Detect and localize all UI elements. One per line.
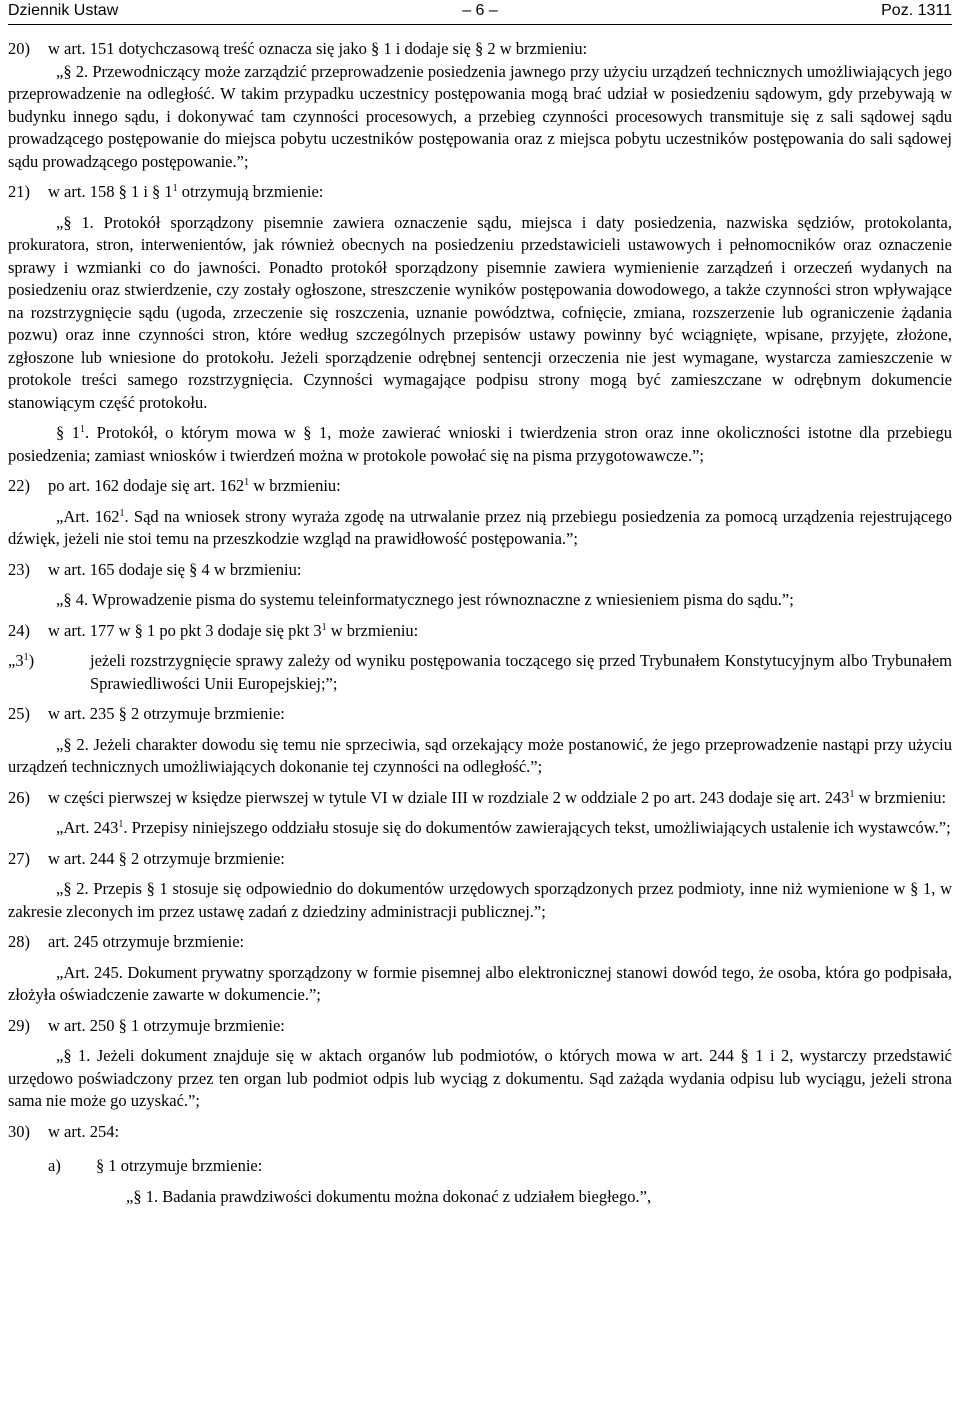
item-number: 20) xyxy=(8,39,30,58)
page-header xyxy=(8,0,952,25)
item-intro: po art. 162 dodaje się art. $162^1$ w brzmieniu: xyxy=(48,476,341,495)
amendment-item-27 xyxy=(8,848,952,924)
sub-item-quote: „§ 1. Badania prawdziwości dokumentu można dokonać z udziałem biegłego.”, xyxy=(126,1186,652,1206)
item-number: 28) xyxy=(8,932,30,951)
item-quote: „§ 2. Jeżeli charakter dowodu się temu nie sprzeciwia, sąd orzekający może postanowić, że jego przeprowadzenie nastąpi przy użyciu urządzeń technicznych umożliwiających dokonanie tej czynności na odległość.”; xyxy=(8,734,952,776)
item-quote: „Art. 245. Dokument prywatny sporządzony w formie pisemnej albo elektronicznej stanowi dowód tego, że osoba, która go podpisała, złożyła oświadczenie zawarte w dokumencie.”; xyxy=(8,962,952,1004)
item-number: 24) xyxy=(8,620,30,640)
item-number: 29) xyxy=(8,1015,30,1035)
amendment-item-24 xyxy=(8,620,952,696)
item-number: 25) xyxy=(8,704,30,723)
item-quote: „§ 1. Jeżeli dokument znajduje się w aktach organów lub podmiotów, o których mowa w art. 244 § 1 i 2, wystarczy przedstawić urzędowo poświadczony przez ten organ lub podmiot odpis lub wyciąg z dokumentu. Sąd zażąda wydania odpisu lub wyciągu, jeżeli strona sama nie może go uzyskać.”; xyxy=(8,1046,952,1110)
amendment-item-30 xyxy=(8,1121,952,1209)
item-number: 21) xyxy=(8,182,30,201)
amendment-item-26 xyxy=(8,787,952,840)
item-number: 30) xyxy=(8,1121,30,1141)
item-intro: w art. 254: xyxy=(48,1121,120,1141)
item-intro: w art. 250 § 1 otrzymuje brzmienie: xyxy=(48,1015,285,1035)
item-number: 22) xyxy=(8,476,30,495)
sub-item-intro: § 1 otrzymuje brzmienie: xyxy=(96,1156,263,1175)
amendment-item-22 xyxy=(8,475,952,551)
document-body xyxy=(8,38,952,1208)
sub-item-label: a) xyxy=(48,1156,61,1175)
item-quote: „Art. $162^1$. Sąd na wniosek strony wyraża zgodę na utrwalanie przez nią przebiegu posiedzenia za pomocą urządzenia rejestrującego dźwięk, jeżeli nie stoi temu na przeszkodzie wzgląd na prawidłowość postępowania.”; xyxy=(8,506,952,548)
item-quote: $„3^1$) jeżeli rozstrzygnięcie sprawy zależy od wyniku postępowania toczącego się przed Trybunałem Konstytucyjnym albo Trybunałem Sprawiedliwości Unii Europejskiej;”; xyxy=(8,651,952,693)
item-quote-continued: § $1^1$. Protokół, o którym mowa w § 1, może zawierać wnioski i twierdzenia stron oraz inne okoliczności istotne dla przebiegu posiedzenia; zamiast wniosków i twierdzeń można w protokole powołać się na pisma przygotowawcze.”; xyxy=(8,423,953,465)
amendment-item-21 xyxy=(8,181,952,467)
item-intro: w art. 177 w § 1 po pkt 3 dodaje się pkt $3^1$ w brzmieniu: xyxy=(48,620,419,640)
item-intro: w art. 244 § 2 otrzymuje brzmienie: xyxy=(48,848,285,868)
item-intro: w części pierwszej w księdze pierwszej w tytule VI w dziale III w rozdziale 2 w oddziale 2 po art. 243 dodaje się art. $243^1$ w brzmieniu: xyxy=(48,787,947,807)
item-quote: „§ 2. Przewodniczący może zarządzić przeprowadzenie posiedzenia jawnego przy użyciu urządzeń technicznych umożliwiających jego przeprowadzenie na odległość. W takim przypadku uczestnicy postępowania mogą brać udział w posiedzeniu sądowym, gdy przebywają w budynku innego sądu, i dokonywać tam czynności procesowych, a przebieg czynności procesowych transmituje się z sali sądowej sądu prowadzącego postępowanie do miejsca pobytu uczestników postępowania oraz z miejsca pobytu uczestników postępowania do sali sądowej sądu prowadzącego postępowanie.”; xyxy=(8,61,952,171)
amendment-item-29 xyxy=(8,1015,952,1113)
item-intro: w art. 165 dodaje się § 4 w brzmieniu: xyxy=(48,559,302,579)
item-intro: w art. 158 § 1 i § $1^1$ otrzymują brzmienie: xyxy=(48,182,324,201)
position-number: Poz. 1311 xyxy=(881,2,952,19)
item-quote: „§ 2. Przepis § 1 stosuje się odpowiednio do dokumentów urzędowych sporządzonych przez podmioty, inne niż wymienione w § 1, w zakresie zleconych im przez ustawę zadań z dziedziny administracji publicznej.”; xyxy=(8,879,952,921)
journal-title: Dziennik Ustaw xyxy=(8,2,119,19)
item-quote: „§ 4. Wprowadzenie pisma do systemu teleinformatycznego jest równoznaczne z wniesieniem pisma do sądu.”; xyxy=(56,590,794,609)
page-number: – 6 – xyxy=(462,2,498,19)
amendment-item-28 xyxy=(8,931,952,1007)
amendment-item-23 xyxy=(8,559,952,612)
item-intro: w art. 235 § 2 otrzymuje brzmienie: xyxy=(48,704,285,723)
amendment-item-20 xyxy=(8,38,952,173)
sub-item-a xyxy=(48,1155,952,1208)
point-label: $„3^1$) xyxy=(8,651,35,670)
amendment-item-25 xyxy=(8,703,952,779)
item-quote: „Art. $243^1$. Przepisy niniejszego oddziału stosuje się do dokumentów zawierających tekst, umożliwiających ustalenie ich wystawców.”; xyxy=(56,818,951,837)
item-intro: w art. 151 dotychczasową treść oznacza się jako § 1 i dodaje się § 2 w brzmieniu: xyxy=(48,39,588,58)
item-intro: art. 245 otrzymuje brzmienie: xyxy=(48,932,245,951)
item-number: 27) xyxy=(8,848,30,868)
item-quote: „§ 1. Protokół sporządzony pisemnie zawiera oznaczenie sądu, miejsca i daty posiedzenia, nazwiska sędziów, protokolanta, prokuratora, stron, interwenientów, jak również obecnych na posiedzeniu przedstawicieli ustawowych i pełnomocników oraz oznaczenie sprawy i wzmianki co do jawności. Ponadto protokół sporządzony pisemnie zawiera wymienienie zarządzeń i orzeczeń wydanych na posiedzeniu oraz stwierdzenie, czy zostały ogłoszone, streszczenie wyników postępowania dowodowego, a także czynności stron wpływające na rozstrzygnięcie sądu (ugoda, zrzeczenie się roszczenia, uznanie powództwa, cofnięcie, zmiana, rozszerzenie lub ograniczenie żądania pozwu) oraz inne czynności stron, które według szczególnych przepisów ustawy powinny być wciągnięte, wpisane, przyjęte, złożone, zgłoszone lub wniesione do protokołu. Jeżeli sporządzenie odrębnej sentencji orzeczenia nie jest wymagane, wystarcza zamieszczenie w protokole treści samego rozstrzygnięcia. Czynności wymagające podpisu strony mogą być zamieszczane w odrębnym dokumencie stanowiącym część protokołu. xyxy=(8,212,952,412)
item-number: 26) xyxy=(8,787,30,807)
item-number: 23) xyxy=(8,559,30,579)
